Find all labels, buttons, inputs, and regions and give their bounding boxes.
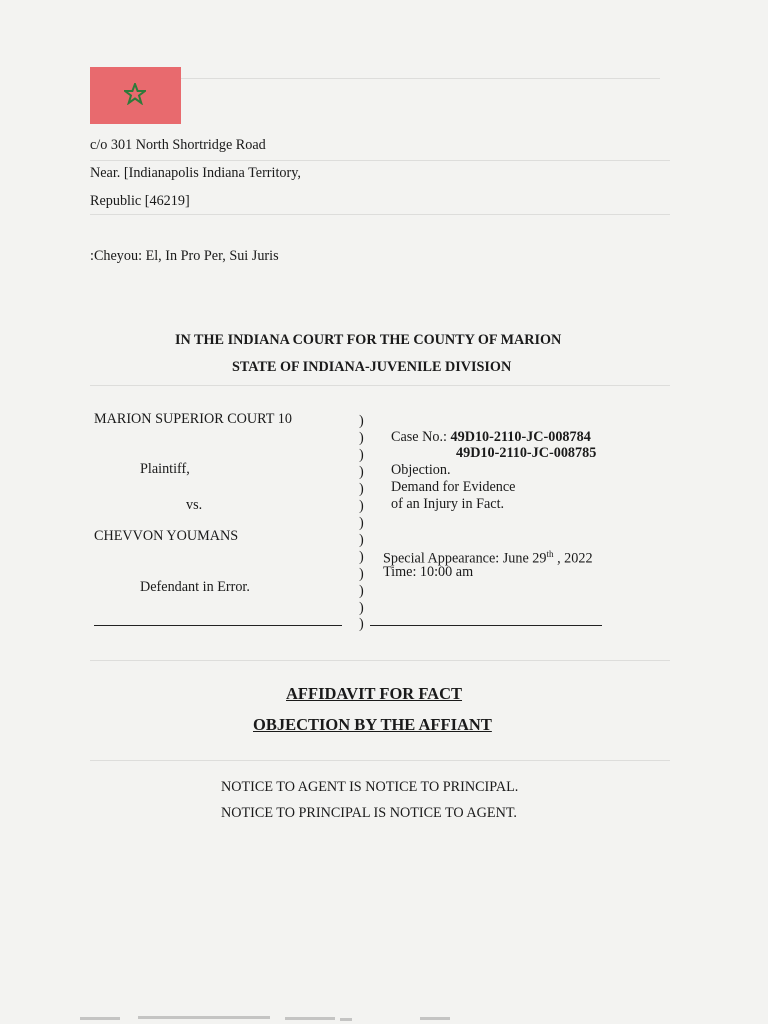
caption-paren: ) bbox=[359, 447, 364, 463]
bleed-through bbox=[180, 78, 660, 79]
case-number-2: 49D10-2110-JC-008785 bbox=[456, 445, 597, 461]
caption-paren: ) bbox=[359, 616, 364, 632]
notice-line-2: NOTICE TO PRINCIPAL IS NOTICE TO AGENT. bbox=[221, 805, 517, 821]
address-line-2: Near. [Indianapolis Indiana Territory, bbox=[90, 165, 301, 181]
hearing-time: Time: 10:00 am bbox=[383, 564, 474, 580]
scan-artifact bbox=[340, 1018, 352, 1021]
case-number-1: 49D10-2110-JC-008784 bbox=[450, 429, 591, 445]
caption-paren: ) bbox=[359, 583, 364, 599]
caption-paren: ) bbox=[359, 600, 364, 616]
caption-paren: ) bbox=[359, 498, 364, 514]
scan-artifact bbox=[138, 1016, 270, 1019]
document-title-line-2: OBJECTION BY THE AFFIANT bbox=[253, 715, 492, 734]
caption-paren: ) bbox=[359, 566, 364, 582]
defendant-name: CHEVVON YOUMANS bbox=[94, 528, 239, 544]
case-label: Case No.: bbox=[391, 429, 447, 445]
scan-artifact bbox=[285, 1017, 335, 1020]
flag-image bbox=[90, 67, 181, 124]
caption-paren: ) bbox=[359, 532, 364, 548]
bleed-through bbox=[90, 160, 670, 161]
bleed-through bbox=[90, 660, 670, 661]
notice-line-1: NOTICE TO AGENT IS NOTICE TO PRINCIPAL. bbox=[221, 779, 519, 795]
demand-line-1: Demand for Evidence bbox=[391, 479, 516, 495]
star-icon bbox=[124, 83, 146, 105]
bleed-through bbox=[90, 385, 670, 386]
versus-text: vs. bbox=[186, 497, 203, 513]
address-line-1: c/o 301 North Shortridge Road bbox=[90, 137, 266, 153]
court-heading-line-2: STATE OF INDIANA-JUVENILE DIVISION bbox=[232, 359, 512, 375]
caption-paren: ) bbox=[359, 549, 364, 565]
appearance-sup: th bbox=[546, 549, 554, 559]
caption-paren: ) bbox=[359, 413, 364, 429]
objection-text: Objection. bbox=[391, 462, 451, 478]
document-title-line-1: AFFIDAVIT FOR FACT bbox=[286, 684, 463, 703]
bleed-through bbox=[90, 760, 670, 761]
caption-paren: ) bbox=[359, 430, 364, 446]
appearance-prefix: Special Appearance: June 29 bbox=[383, 550, 547, 567]
caption-paren: ) bbox=[359, 515, 364, 531]
court-heading-line-1: IN THE INDIANA COURT FOR THE COUNTY OF MARION bbox=[175, 332, 562, 348]
bleed-through bbox=[90, 214, 670, 215]
plaintiff-role: Plaintiff, bbox=[140, 461, 190, 477]
appearance-suffix: , 2022 bbox=[553, 550, 593, 567]
address-line-3: Republic [46219] bbox=[90, 193, 190, 209]
caption-rule-right bbox=[370, 625, 602, 626]
party-name: :Cheyou: El, In Pro Per, Sui Juris bbox=[90, 248, 279, 264]
scan-artifact bbox=[80, 1017, 120, 1020]
caption-paren: ) bbox=[359, 481, 364, 497]
caption-rule-left bbox=[94, 625, 342, 626]
caption-paren: ) bbox=[359, 464, 364, 480]
plaintiff-name: MARION SUPERIOR COURT 10 bbox=[94, 411, 292, 427]
scan-artifact bbox=[420, 1017, 450, 1020]
defendant-role: Defendant in Error. bbox=[140, 579, 250, 595]
demand-line-2: of an Injury in Fact. bbox=[391, 496, 505, 512]
